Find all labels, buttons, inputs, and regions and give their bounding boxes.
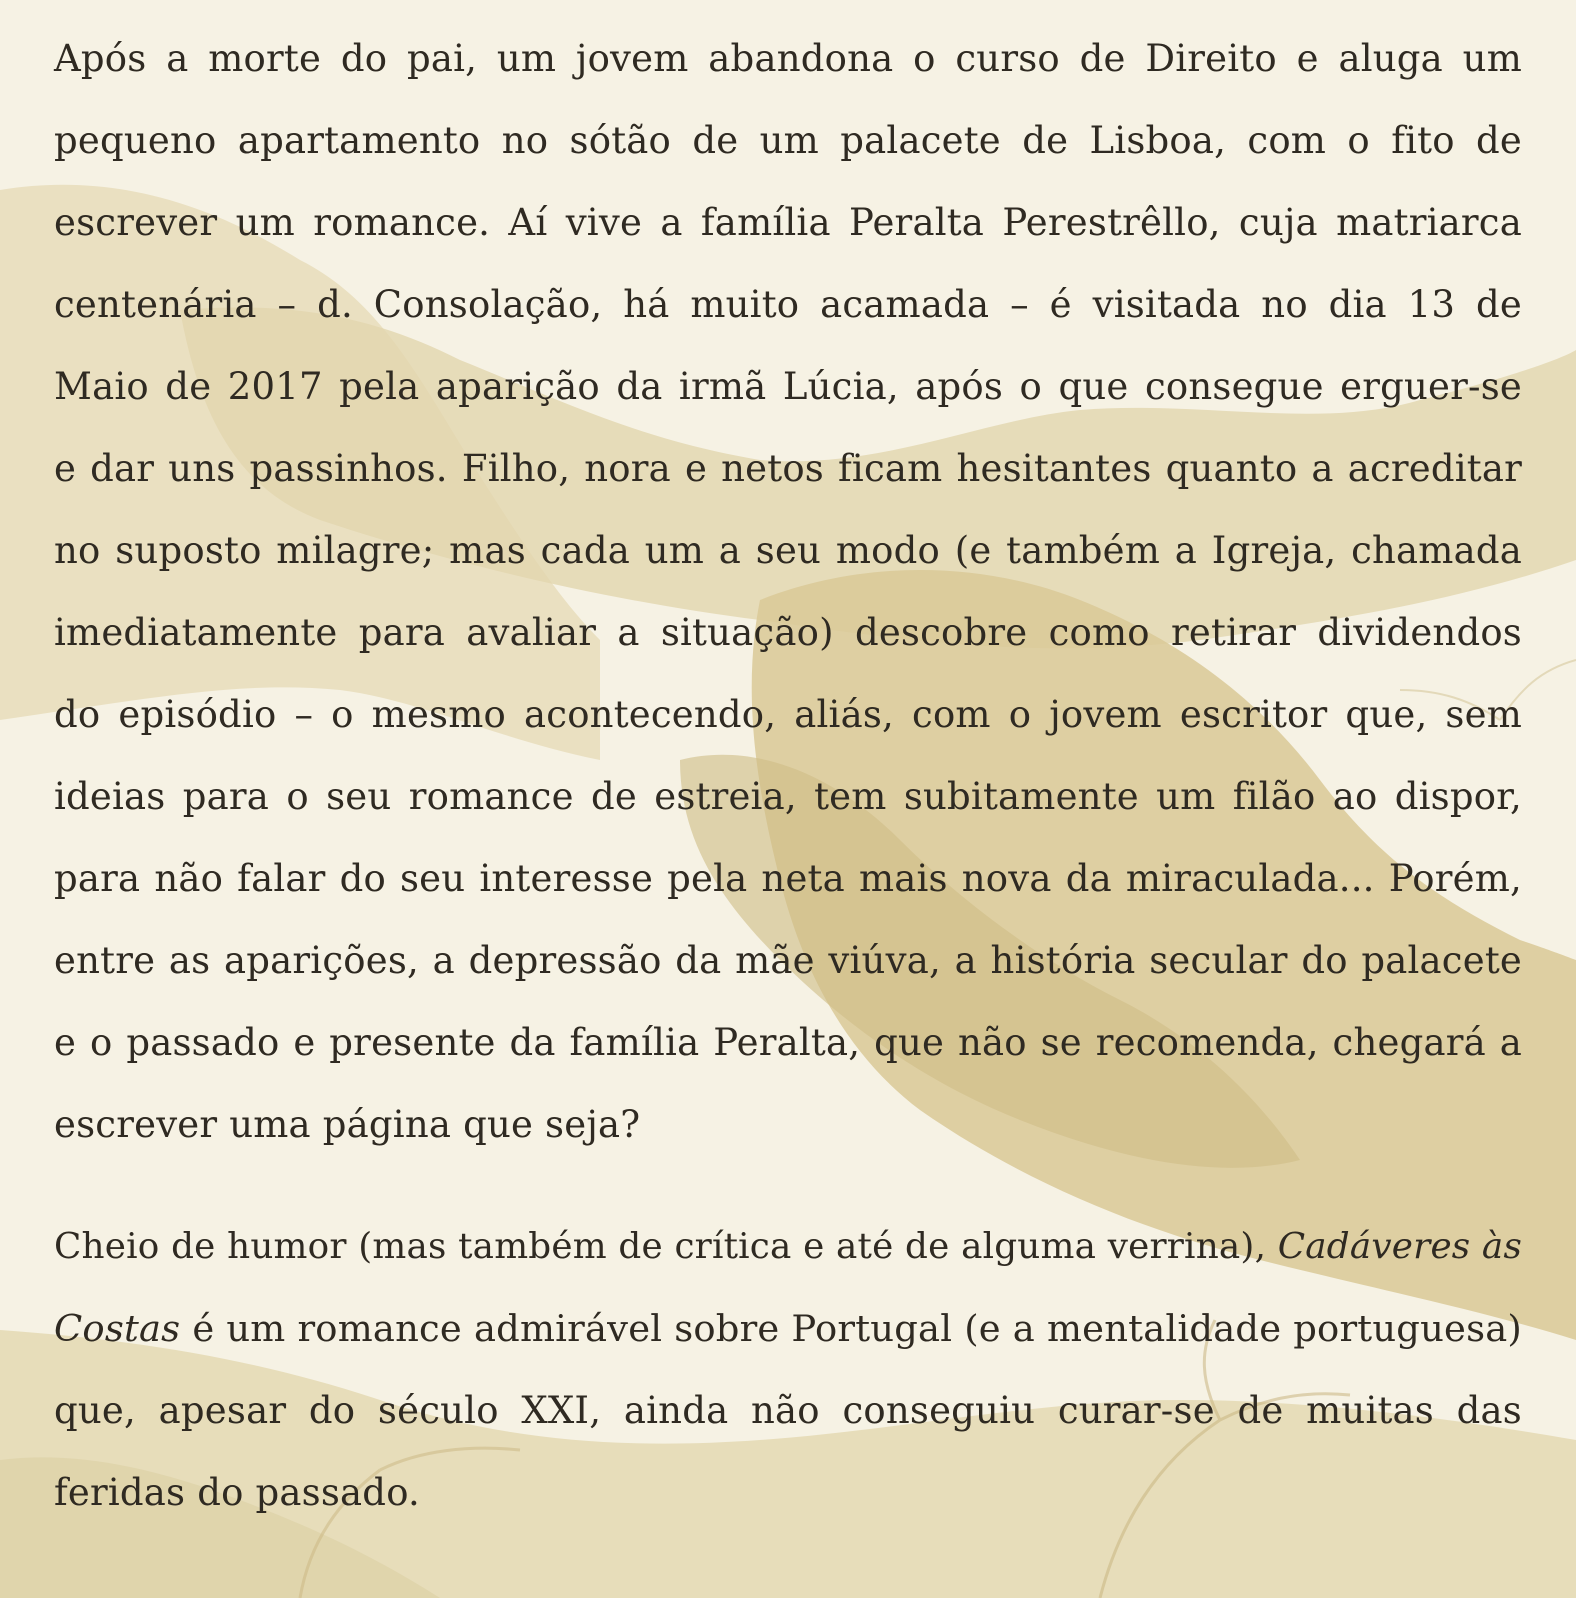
paragraph-1-line: imediatamente para avaliar a situação) descobre como retirar dividendos (54, 611, 1522, 654)
book-title-part-2: Costas (54, 1307, 181, 1350)
synopsis-paragraph-1 (54, 18, 1522, 1166)
synopsis-paragraph-2 (54, 1206, 1522, 1534)
paragraph-1-line: centenária – d. Consolação, há muito acamada – é visitada no dia 13 de (54, 283, 1522, 326)
paragraph-2-line-1 (54, 1206, 1522, 1288)
paragraph-1-line: escrever uma página que seja? (54, 1103, 641, 1146)
book-synopsis (54, 18, 1522, 1534)
paragraph-1-line: e o passado e presente da família Peralta, que não se recomenda, chegará a (54, 1021, 1522, 1064)
paragraph-1-line: para não falar do seu interesse pela neta mais nova da miraculada... Porém, (54, 857, 1522, 900)
paragraph-1-line: Após a morte do pai, um jovem abandona o curso de Direito e aluga um (54, 37, 1522, 80)
paragraph-2-text: Cheio de humor (mas também de crítica e até de alguma verrina), (54, 1226, 1278, 1267)
paragraph-1-line: no suposto milagre; mas cada um a seu modo (e também a Igreja, chamada (54, 529, 1522, 572)
paragraph-1-line: entre as aparições, a depressão da mãe viúva, a história secular do palacete (54, 939, 1522, 982)
paragraph-1-line: Maio de 2017 pela aparição da irmã Lúcia, após o que consegue erguer-se (54, 365, 1522, 408)
paragraph-1-line: pequeno apartamento no sótão de um palacete de Lisboa, com o fito de (54, 119, 1522, 162)
book-title-part-1: Cadáveres às (1277, 1226, 1522, 1267)
paragraph-1-line: ideias para o seu romance de estreia, tem subitamente um filão ao dispor, (54, 775, 1522, 818)
paragraph-1-line: e dar uns passinhos. Filho, nora e netos ficam hesitantes quanto a acreditar (54, 447, 1522, 490)
paragraph-2-line-2 (54, 1288, 1522, 1370)
paragraph-1-line: escrever um romance. Aí vive a família Peralta Perestrêllo, cuja matriarca (54, 201, 1522, 244)
paragraph-2-line-4: feridas do passado. (54, 1471, 420, 1514)
paragraph-2-line-3: que, apesar do século XXI, ainda não conseguiu curar-se de muitas das (54, 1389, 1522, 1432)
paragraph-2-text: é um romance admirável sobre Portugal (e a mentalidade portuguesa) (180, 1307, 1522, 1350)
paragraph-1-line: do episódio – o mesmo acontecendo, aliás, com o jovem escritor que, sem (54, 693, 1522, 736)
